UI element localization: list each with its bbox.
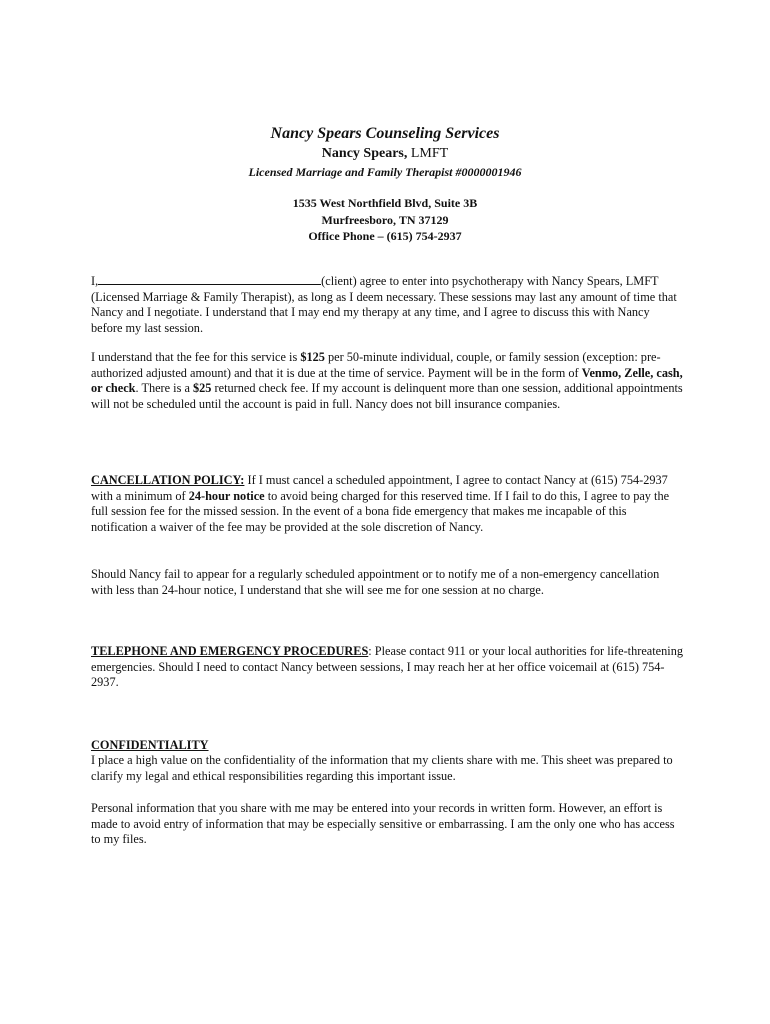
confidentiality-text-2: Personal information that you share with me may be entered into your records in written form. However, an effort is made to avoid entry of information that may be especially sensitive or embarrassing. I am the only one who has access to my files. <box>91 801 675 847</box>
returned-check-fee: $25 <box>193 381 212 396</box>
confidentiality-text-1: I place a high value on the confidentiality of the information that my clients share with me. This sheet was prepared to clarify my legal and ethical responsibilities regarding this important issue. <box>91 753 673 783</box>
telephone-text: : Please contact 911 or your local authorities for life-threatening emergencies. Should I need to contact Nancy between sessions, I may reach her at her office voicemail at (615) 754-2937. <box>91 644 683 690</box>
telephone-paragraph <box>91 644 683 691</box>
no-show-paragraph <box>91 567 683 598</box>
therapist-credential: LMFT <box>410 146 449 161</box>
practice-name: Nancy Spears Counseling Services <box>270 125 500 142</box>
confidentiality-heading: CONFIDENTIALITY <box>91 738 209 752</box>
office-phone: Office Phone – (615) 754-2937 <box>308 229 462 243</box>
fee-paragraph <box>91 350 683 412</box>
fee-text-1: I understand that the fee for this service is <box>91 350 301 364</box>
agreement-text: (client) agree to enter into psychotherapy with Nancy Spears, LMFT (Licensed Marriage & Family Therapist), as long as I deem necessary. These sessions may last any amount of time that Nancy and I negotiate. I understand that I may end my therapy at any time, and I agree to discuss this with Nancy before my last session. <box>91 274 677 335</box>
therapist-name-text: Nancy Spears, <box>321 146 408 161</box>
address-line-2: Murfreesboro, TN 37129 <box>321 212 449 227</box>
cancellation-text-2: to avoid being charged for this reserved time. If I fail to do this, I agree to pay the full session fee for the missed session. In the event of a bona fide emergency that makes me incapable of this notification a waiver of the fee may be provided at the sole discretion of Nancy. <box>91 488 670 534</box>
no-show-text: Should Nancy fail to appear for a regularly scheduled appointment or to notify me of a non-emergency cancellation with less than 24-hour notice, I understand that she will see me for one session at no charge. <box>91 567 660 597</box>
cancellation-text-1: If I must cancel a scheduled appointment, I agree to contact Nancy at (615) 754-2937 with a minimum of <box>91 473 668 503</box>
confidentiality-section <box>91 738 683 754</box>
fee-text-4: returned check fee. If my account is delinquent more than one session, additional appointments will not be scheduled until the account is paid in full. Nancy does not bill insurance companies. <box>91 381 683 411</box>
confidentiality-paragraph-2 <box>91 801 683 848</box>
notice-period: 24-hour notice <box>188 488 265 503</box>
therapist-name <box>0 145 770 163</box>
cancellation-heading: CANCELLATION POLICY: <box>91 473 245 487</box>
address-block <box>0 195 770 245</box>
agreement-paragraph <box>91 273 683 336</box>
agreement-prefix: I, <box>91 274 99 288</box>
address-line-1: 1535 West Northfield Blvd, Suite 3B <box>292 196 478 210</box>
session-fee-amount: $125 <box>300 350 325 364</box>
fee-text-3: . There is a <box>135 381 193 396</box>
telephone-heading: TELEPHONE AND EMERGENCY PROCEDURES <box>91 644 369 658</box>
client-name-blank[interactable] <box>98 273 321 285</box>
confidentiality-paragraph-1 <box>91 753 683 784</box>
cancellation-paragraph <box>91 473 683 535</box>
fee-text-2: per 50-minute individual, couple, or family session (exception: pre-authorized adjusted amount) and that it is due at the time of service. Payment will be in the form of <box>91 350 661 380</box>
payment-methods: Venmo, Zelle, cash, or check <box>91 365 683 396</box>
letterhead <box>0 124 770 245</box>
license-line: Licensed Marriage and Family Therapist #0000001946 <box>248 165 522 179</box>
